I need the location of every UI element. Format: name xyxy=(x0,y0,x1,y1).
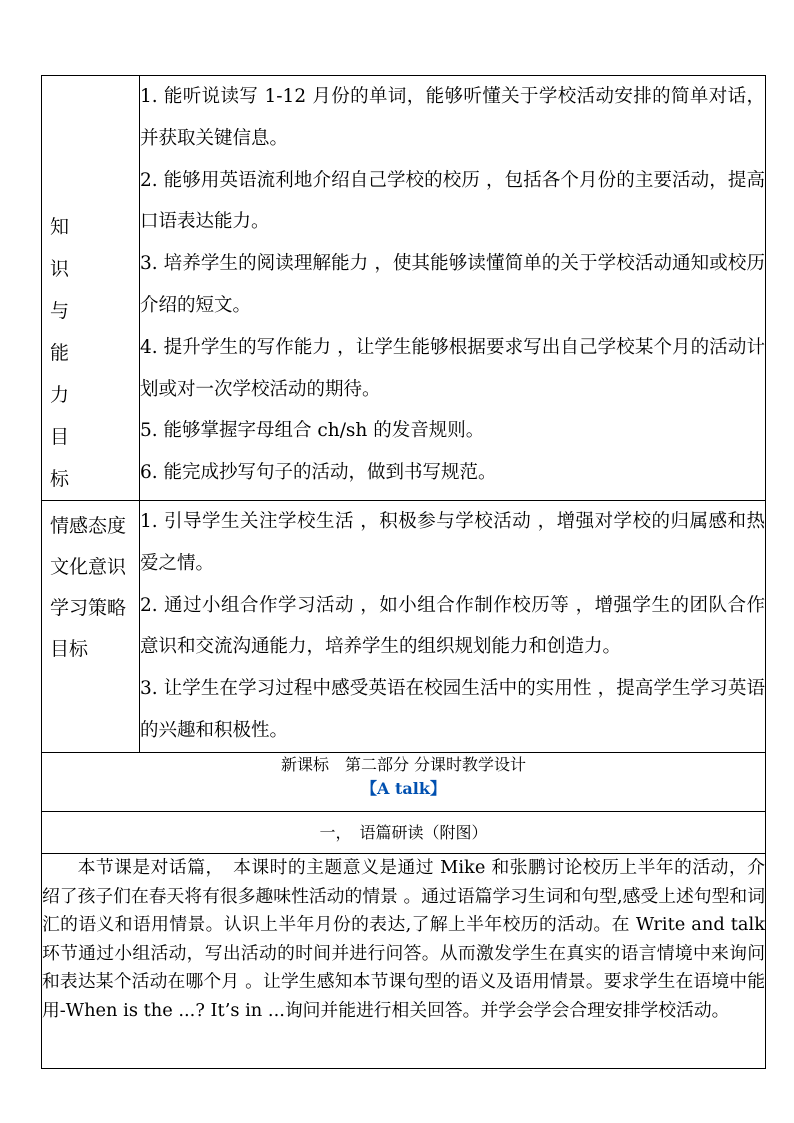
label-char: 力 xyxy=(50,384,70,406)
lesson-subtitle: 【A talk】 xyxy=(361,779,446,798)
label-char: 识 xyxy=(50,258,70,280)
knowledge-ability-label xyxy=(42,76,139,500)
attitude-strategy-row xyxy=(42,501,766,753)
knowledge-ability-content xyxy=(140,76,766,501)
attitude-strategy-label xyxy=(42,501,139,670)
label-line: 情感态度 xyxy=(50,515,127,537)
goal-item: 5. 能够掌握字母组合 ch/sh 的发音规则。 xyxy=(140,420,485,442)
label-char: 目 xyxy=(50,426,70,448)
analysis-cell xyxy=(42,854,766,1069)
analysis-row xyxy=(42,854,766,1069)
goal-item: 6. 能完成抄写句子的活动，做到书写规范。 xyxy=(140,462,497,484)
attitude-strategy-label-cell xyxy=(42,501,140,753)
attitude-strategy-content xyxy=(140,501,766,753)
label-line: 学习策略 xyxy=(50,597,127,619)
label-char: 与 xyxy=(50,300,70,322)
label-char: 知 xyxy=(50,216,70,238)
knowledge-ability-row xyxy=(42,76,766,501)
goal-item: 3. 让学生在学习过程中感受英语在校园生活中的实用性 ，提高学生学习英语的兴趣和积极性。 xyxy=(140,678,765,741)
label-char: 标 xyxy=(50,468,70,490)
lesson-header-row xyxy=(42,753,766,812)
label-line: 文化意识 xyxy=(50,556,127,578)
goal-item: 1. 能听说读写 1-12 月份的单词，能够听懂关于学校活动安排的简单对话，并获取关键信息。 xyxy=(140,86,765,149)
goal-item: 2. 通过小组合作学习活动 ，如小组合作制作校历等 ，增强学生的团队合作意识和交流沟通能力，培养学生的组织规划能力和创造力。 xyxy=(140,594,765,658)
lesson-header-cell xyxy=(42,753,766,812)
goal-item: 1. 引导学生关注学校生活 ，积极参与学校活动 ，增强对学校的归属感和热爱之情。 xyxy=(140,511,765,574)
section-heading: 一， 语篇研读（附图） xyxy=(42,812,766,854)
document-page xyxy=(41,75,765,1063)
section-heading-row xyxy=(42,812,766,854)
lesson-plan-table xyxy=(41,75,766,1069)
label-line: 目标 xyxy=(50,638,89,660)
goal-item: 2. 能够用英语流利地介绍自己学校的校历 ，包括各个月份的主要活动，提高口语表达能力。 xyxy=(140,169,765,233)
goal-item: 3. 培养学生的阅读理解能力 ，使其能够读懂简单的关于学校活动通知或校历介绍的短文。 xyxy=(140,253,765,316)
analysis-paragraph: 本节课是对话篇， 本课时的主题意义是通过 Mike 和张鹏讨论校历上半年的活动，介绍了孩子们在春天将有很多趣味性活动的情景 。通过语篇学习生词和句型,感受上述句型和词汇的语义和语用情景。认识上半年月份的表达,了解上半年校历的活动。在 Write and talk 环节通过小组活动，写出活动的时间并进行问答。从而激发学生在真实的语言情境中来询问和表达某个活动在哪个月 。让学生感知本节课句型的语义及语用情景。要求学生在语境中能用-When is the ...? It’s in ...询问并能进行相关回答。并学会学会合理安排学校活动。 xyxy=(42,857,765,1021)
knowledge-ability-label-cell xyxy=(42,76,140,501)
lesson-title: 新课标 第二部分 分课时教学设计 xyxy=(280,755,527,774)
label-char: 能 xyxy=(50,342,70,364)
goal-item: 4. 提升学生的写作能力 ，让学生能够根据要求写出自己学校某个月的活动计划或对一次学校活动的期待。 xyxy=(140,336,765,400)
